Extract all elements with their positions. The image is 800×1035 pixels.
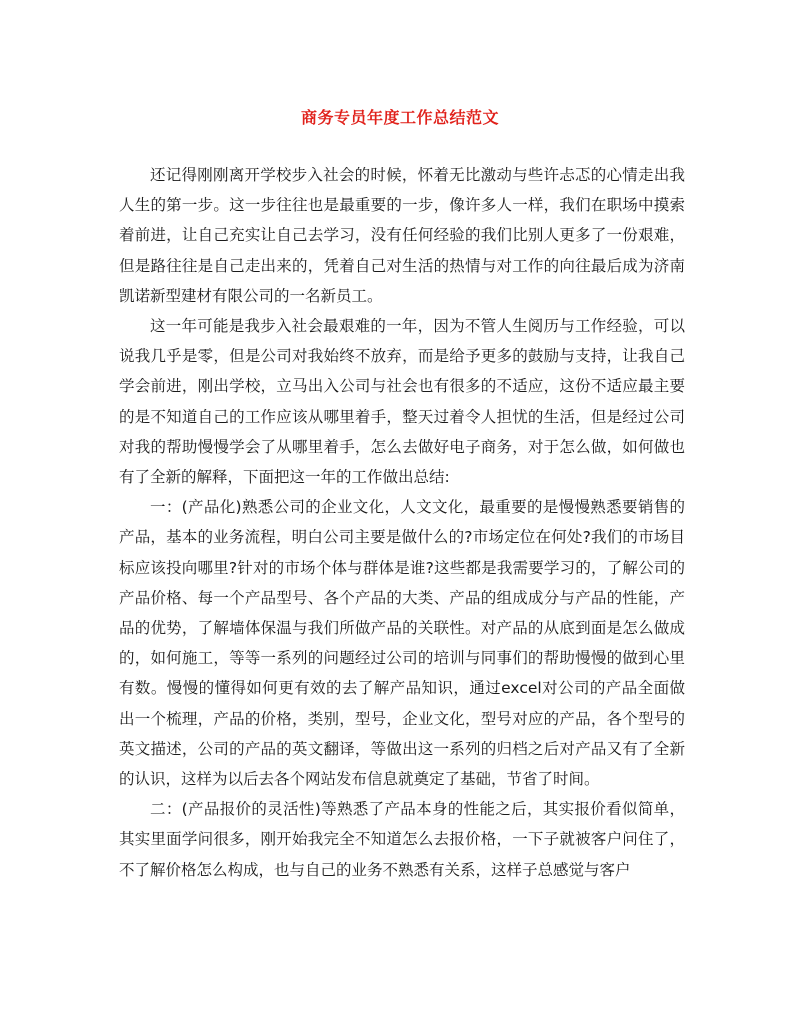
paragraph-quotation-flexibility: 二：(产品报价的灵活性)等熟悉了产品本身的性能之后，其实报价看似简单，其实里面学问很多，刚开始我完全不知道怎么去报价格，一下子就被客户问住了，不了解价格怎么构成，也与自己的业务不熟悉有关系，这样子总感觉与客户 (119, 800, 685, 879)
paragraph-product-knowledge: 一：(产品化)熟悉公司的企业文化，人文文化，最重要的是慢慢熟悉要销售的产品，基本的业务流程，明白公司主要是做什么的?市场定位在何处?我们的市场目标应该投向哪里?针对的市场个体与群体是谁?这些都是我需要学习的，了解公司的产品价格、每一个产品型号、各个产品的大类、产品的组成成分与产品的性能，产品的优势，了解墙体保温与我们所做产品的关联性。对产品的从底到面是怎么做成的，如何施工，等等一系列的问题经过公司的培训与同事们的帮助慢慢的做到心里有数。慢慢的懂得如何更有效的去了解产品知识，通过excel对公司的产品全面做出一个梳理，产品的价格，类别，型号，企业文化，型号对应的产品，各个型号的英文描述，公司的产品的英文翻译，等做出这一系列的归档之后对产品又有了全新的认识，这样为以后去各个网站发布信息就奠定了基础，节省了时间。 (119, 498, 685, 789)
paragraph-first-year: 这一年可能是我步入社会最艰难的一年，因为不管人生阅历与工作经验，可以说我几乎是零，但是公司对我始终不放弃，而是给予更多的鼓励与支持，让我自己学会前进，刚出学校，立马出入公司与社会也有很多的不适应，这份不适应最主要的是不知道自己的工作应该从哪里着手，整天过着令人担忧的生活，但是经过公司对我的帮助慢慢学会了从哪里着手，怎么去做好电子商务，对于怎么做，如何做也有了全新的解释，下面把这一年的工作做出总结: (119, 317, 685, 487)
document-body (119, 160, 685, 885)
paragraph-intro: 还记得刚刚离开学校步入社会的时候，怀着无比激动与些许忐忑的心情走出我人生的第一步。这一步往往也是最重要的一步，像许多人一样，我们在职场中摸索着前进，让自己充实让自己去学习，没有任何经验的我们比别人更多了一份艰难，但是路往往是自己走出来的，凭着自己对生活的热情与对工作的向往最后成为济南凯诺新型建材有限公司的一名新员工。 (119, 166, 685, 305)
document-title: 商务专员年度工作总结范文 (300, 108, 499, 127)
